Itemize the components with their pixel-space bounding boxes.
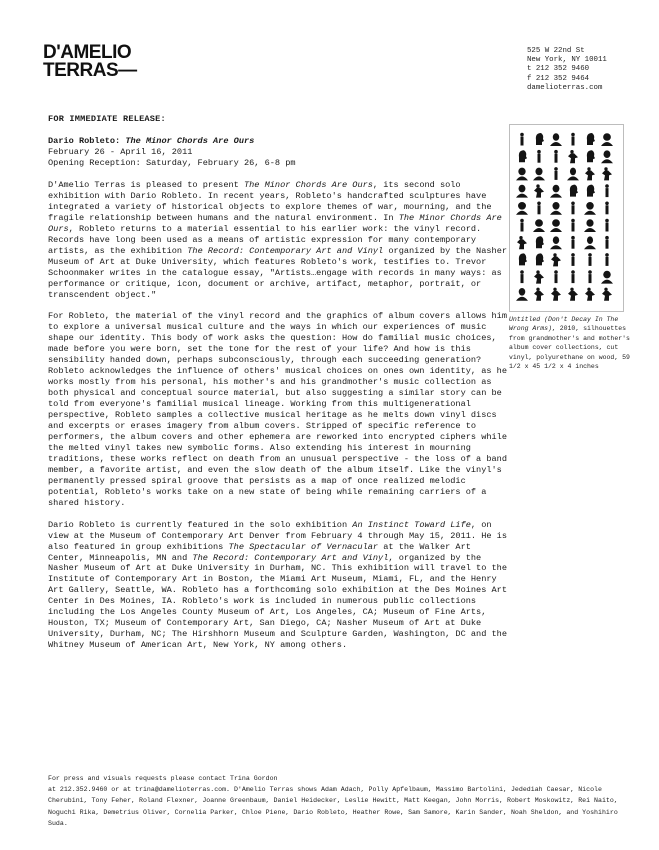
- silhouette-figure: [536, 236, 544, 248]
- silhouette-figure: [536, 133, 544, 145]
- silhouette-figure: [602, 167, 612, 180]
- silhouette-figure: [587, 185, 595, 197]
- silhouette-figure: [519, 150, 527, 162]
- silhouette-figure: [551, 253, 561, 266]
- silhouette-figure: [517, 236, 527, 249]
- silhouette-figure: [584, 202, 596, 215]
- silhouette-figure: [533, 219, 545, 232]
- silhouette-figure: [571, 133, 575, 146]
- address-fax: f 212 352 9464: [527, 74, 590, 83]
- silhouette-figure: [567, 168, 579, 181]
- gallery-address: [527, 47, 607, 93]
- silhouette-figure: [537, 202, 541, 215]
- silhouette-figure: [550, 202, 562, 215]
- paragraph-work: For Robleto, the material of the vinyl record and the graphics of album covers allows him to explore a universal musical culture and the ways in which our experiences of music shape our identity. This body of work asks the question: How do familial music choices, made before you were born, set the tone for the rest of your life? And how is this sensibility handed down, perhaps subconsciously, through each succeeding generation? Robleto acknowledges the influence of others' musical choices on ones own identity, as he works mostly from his personal, his mother's and his grandmother's music collection as both physical and conceptual source material, but also suggesting a similar story can be told from everyone's familial musical lineage. Working from this multigenerational perspective, Robleto samples a collective musical heritage as he melts down vinyl discs and excerpts or erases imagery from album covers. Stripped of specific reference to performers, the album covers and other ephemera are reworked into encrypted ciphers while the melted vinyl takes new symbolic forms. Also extending his interest in mourning traditions, these works reflect on death from an unusual perspective - the loss of a band member, a favorite artist, and even the slow death of the album itself. Like the vinyl's permanently pressed spiral groove that persists as a map of once realized melodic potential, Robleto's works take on a new state of being while remaining carriers of a shared history.: [48, 311, 507, 508]
- paragraph-intro: D'Amelio Terras is pleased to present The Minor Chords Are Ours, its second solo exhibition with Dario Robleto. In recent years, Robleto's handcrafted sculptures have integrated a variety of historical objects to explore themes of war, mourning, and the fragile relationship between humans and the natural environment. In The Minor Chords Are Ours, Robleto returns to a material essential to his earlier work: the vinyl record. Records have long been used as a means of artistic expression for many contemporary artists, as the exhibition The Record: Contemporary Art and Vinyl organized by the Nasher Museum of Art at Duke University, which features Robleto's work, testifies to. Trevor Schoonmaker writes in the catalogue essay, "Artists…engage with records in many ways: as performance or critique, icon, document or archive, artifact, metaphor, portrait, or transcendent object.": [48, 180, 508, 300]
- exhibition-name: The Minor Chords Are Ours: [125, 136, 255, 146]
- silhouette-figure: [601, 133, 613, 146]
- silhouette-figure: [587, 133, 595, 145]
- exhibition-dates: February 26 - April 16, 2011: [48, 146, 193, 157]
- silhouette-figure: [516, 288, 528, 301]
- exhibition-title: [48, 136, 296, 147]
- silhouette-figure: [534, 288, 544, 301]
- silhouette-figure: [551, 288, 561, 301]
- silhouette-figure: [588, 270, 592, 283]
- silhouette-figure: [550, 219, 562, 232]
- silhouette-figure: [550, 185, 562, 198]
- exhibition-info: [48, 136, 296, 168]
- silhouette-figure: [585, 167, 595, 180]
- silhouette-figure: [536, 253, 544, 265]
- silhouette-grid: [510, 125, 623, 311]
- gallery-logo: [43, 44, 137, 80]
- silhouette-figure: [554, 150, 558, 163]
- silhouette-figure: [605, 184, 609, 197]
- address-street: 525 W 22nd St: [527, 47, 585, 55]
- silhouette-figure: [568, 288, 578, 301]
- silhouette-figure: [550, 236, 562, 249]
- artwork-caption: [509, 315, 634, 371]
- address-city: New York, NY 10011: [527, 56, 607, 65]
- silhouette-figure: [554, 270, 558, 283]
- silhouette-figure: [520, 219, 524, 232]
- silhouette-figure: [516, 202, 528, 215]
- opening-reception: Opening Reception: Saturday, February 26, 6-8 pm: [48, 157, 296, 168]
- artist-roster: at 212.352.9460 or at trina@damelioterras.com. D'Amelio Terras shows Adam Adach, Polly Apfelbaum, Massimo Bartolini, Jedediah Caesar, Nicole Cherubini, Tony Feher, Roland Flexner, Joanne Greenbaum, Daniel Heidecker, Leslie Hewitt, Matt Keegan, John Morris, Robert Moskowitz, Rei Naito, Noguchi Rika, Demetrius Oliver, Cornelia Parker, Chloe Piene, Dario Robleto, Heather Rowe, Sam Samore, Karin Sander, Noah Sheldon, and Yoshihiro Suda.: [48, 786, 618, 827]
- address-website: damelioterras.com: [527, 83, 603, 92]
- paragraph-exhibitions: Dario Robleto is currently featured in the solo exhibition An Instinct Toward Life, on view at the Museum of Contemporary Art Denver from February 4 through May 15, 2011. He is also featured in group exhibitions The Spectacular of Vernacular at the Walker Art Center, Minneapolis, MN and The Record: Contemporary Art and Vinyl, organized by the Nasher Museum of Art at Duke University in Durham, NC. This exhibition will travel to the Institute of Contemporary Art in Boston, the Miami Art Museum, Miami, FL, and the Henry Art Gallery, Seattle, WA. Robleto has a forthcoming solo exhibition at the Des Moines Art Center in Des Moines, IA. Robleto's work is included in numerous public collections including the Los Angeles County Museum of Art, Los Angeles, CA; Museum of Fine Arts, Houston, TX; Museum of Contemporary Art, San Diego, CA; Nasher Museum of Art at Duke University, Durham, NC; The Hirshhorn Museum and Sculpture Garden, Washington, DC and the Whitney Museum of American Art, New York, NY among others.: [48, 519, 507, 651]
- silhouette-figure: [605, 219, 609, 232]
- logo-line-2: TERRAS—: [43, 60, 137, 81]
- silhouette-figure: [571, 270, 575, 283]
- press-contact-footer: [48, 773, 628, 829]
- silhouette-figure: [588, 253, 592, 266]
- artwork-details: , 2010, silhouettes from grandmother's and mother's album cover collections, cut vinyl, polyurethane on wood, 59 1/2 x 45 1/2 x 4 inches: [509, 325, 630, 371]
- artwork-image: [509, 124, 624, 312]
- silhouette-figure: [520, 133, 524, 146]
- silhouette-figure: [605, 202, 609, 215]
- silhouette-figure: [533, 168, 545, 181]
- silhouette-figure: [568, 150, 578, 163]
- address-phone: t 212 352 9460: [527, 65, 590, 74]
- logo-line-1: D'AMELIO: [43, 42, 132, 63]
- silhouette-figure: [605, 253, 609, 266]
- silhouette-figure: [554, 167, 558, 180]
- press-release-body: [48, 180, 508, 662]
- silhouette-figure: [550, 133, 562, 146]
- silhouette-figure: [534, 270, 544, 283]
- silhouette-figure: [584, 236, 596, 249]
- release-heading: FOR IMMEDIATE RELEASE:: [48, 114, 166, 124]
- silhouette-figure: [516, 185, 528, 198]
- silhouette-figure: [605, 236, 609, 249]
- silhouette-figure: [570, 185, 578, 197]
- silhouette-figure: [587, 150, 595, 162]
- silhouette-figure: [571, 236, 575, 249]
- silhouette-figure: [602, 288, 612, 301]
- silhouette-figure: [537, 150, 541, 163]
- silhouette-figure: [601, 271, 613, 284]
- artwork-title: Untitled (Don't Decay In The Wrong Arms): [509, 316, 619, 333]
- press-contact: For press and visuals requests please contact Trina Gordon: [48, 775, 278, 782]
- silhouette-figure: [516, 168, 528, 181]
- silhouette-figure: [520, 270, 524, 283]
- silhouette-figure: [585, 288, 595, 301]
- silhouette-figure: [584, 219, 596, 232]
- silhouette-figure: [571, 253, 575, 266]
- silhouette-figure: [534, 184, 544, 197]
- silhouette-figure: [601, 150, 613, 163]
- silhouette-figure: [571, 219, 575, 232]
- silhouette-figure: [519, 253, 527, 265]
- artist-name: Dario Robleto:: [48, 136, 126, 146]
- silhouette-figure: [571, 202, 575, 215]
